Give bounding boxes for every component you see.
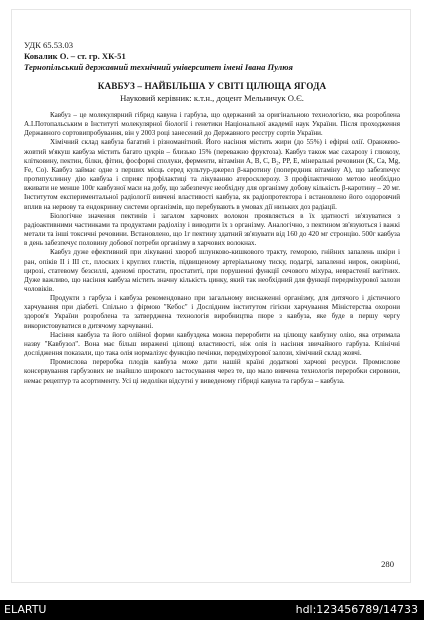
paragraph-2: Хімічний склад кавбуза багатий і різноманітний. Його насіння містить жири (до 55%) і ефірні олії. Оранжево-жовтий м'якуш кавбуза містить багато цукрів – близько 15% (переважно фруктоза). Кавбуз також має сахарозу і глюкозу, клітковину, пектин, білки, фітин, фосфорні сполуки, ферменти, вітаміни А, В, С, В₂, РР, Е, мінеральні речовини (К, Са, Mg, Fe, Co). Кавбуз займає одне з перших місць серед культур-джерел β-каротину (попередник вітаміну А), що забезпечує протипухлинну дію кавбуза і сприяє профілактиці та лікуванню атеросклерозу. З профілактичною метою необхідно вживати не менше 100г кавбузної маси на добу, що забезпечує необхідну для організму добову кількість β-каротину – 20 мг. Інститутом експериментальної радіології вивчені властивості кавбуза, як радіопротектора і встановлено його оздоровчий вплив на нервову та ендокринну системи організмів, що перебувають в умовах дії низьких доз радіації. [24, 138, 400, 211]
repository-footer [0, 600, 424, 620]
paragraph-5: Продукти з гарбуза і кавбуза рекомендовано при загальному виснаженні організму, для дитячого і дієтичного харчування при діабеті. Спільно з фірмою "Кебос" і Дослідним інститутом гігієни харчування Міністерства охорони здоров'я України розроблена та затверджена технологія виробництва пюре з кавбуза, яке буде в першу чергу використовуватися в дитячому харчуванні. [24, 294, 400, 330]
paragraph-6: Насіння кавбуза та його олійної форми кавбуздека можна переробити на цілющу кавбузну олію, яка отримала назву "Кавбузол". Вона має більш виражені цілющі властивості, ніж олія із насіння звичайного гарбуза. Клінічні дослідження показали, що така олія нормалізує функцію печінки, передміхурової залози, хімічний склад жовчі. [24, 330, 400, 358]
udk-code: УДК 65.53.03 [24, 40, 74, 50]
document-page [12, 10, 410, 582]
institution-line: Тернопільський державний технічний університет імені Івана Пулюя [24, 62, 293, 72]
repository-name: ELARTU [4, 603, 47, 616]
advisor-line: Науковий керівник: к.т.н., доцент Мельничук О.Є. [120, 93, 304, 103]
paragraph-3: Біологічне значення пектинів і загалом харчових волокон проявляється в їх здатності зв'язуватися з радіоактивними частинками та продуктами радіолізу і виводити їх з організму. Аналогічно, з пектином зв'язуються і важкі метали та інші токсичні речовини. Встановлено, що 1г пектину здатний зв'язувати від 160 до 420 мг стронцію. 500г кавбуза в день забезпечує половину добової потреби організму в харчових волокнах. [24, 211, 400, 248]
article-title: КАВБУЗ – НАЙБІЛЬША У СВІТІ ЦІЛЮЩА ЯГОДА [97, 81, 327, 91]
paragraph-1: Кавбуз – це молекулярний гібрид кавуна і гарбуза, що одержаний за оригінальною технологією, яка розроблена А.І.Потопальським в Інституті молекулярної біології і генетики Національної академії наук України. Після проходження Державного сортовипробування, він у 2003 році занесений до Державного реєстру сортів України. [24, 111, 400, 138]
paragraph-7: Промислова переробка плодів кавбуза може дати нашій країні додаткові харчові ресурси. Промислове консервування гарбузових не знайшло широкого застосування через те, що мало вивчена технологія переробки сировини, немає рецептур та асортименту. Усі ці недоліки відсутні у виведеному гібриді кавуна та гарбуза – кавбуза. [24, 358, 400, 385]
paragraph-4: Кавбуз дуже ефективний при лікуванні хвороб шлунково-кишкового тракту, геморою, гнійних запалень шкіри і ран, опіків ІІ і ІІІ ст., плоских і круглих глистів, підвищеному артеріальному тиску, подагрі, запаленні нирок, ожирінні, цирозі, статевому безсиллі, аденомі простати, простатиті, при порушенні функції сечового міхура, неврастенії вагітних. Дуже важливо, що насіння кавбуза містить значну кількість цинку, який так необхідний для функції передміхурової залози чоловіків. [24, 248, 400, 293]
page-number: 280 [381, 559, 394, 569]
author-line: Ковалик О. – ст. гр. ХК-51 [24, 51, 126, 61]
handle-id: hdl:123456789/14733 [295, 603, 418, 616]
document-content [24, 40, 400, 386]
